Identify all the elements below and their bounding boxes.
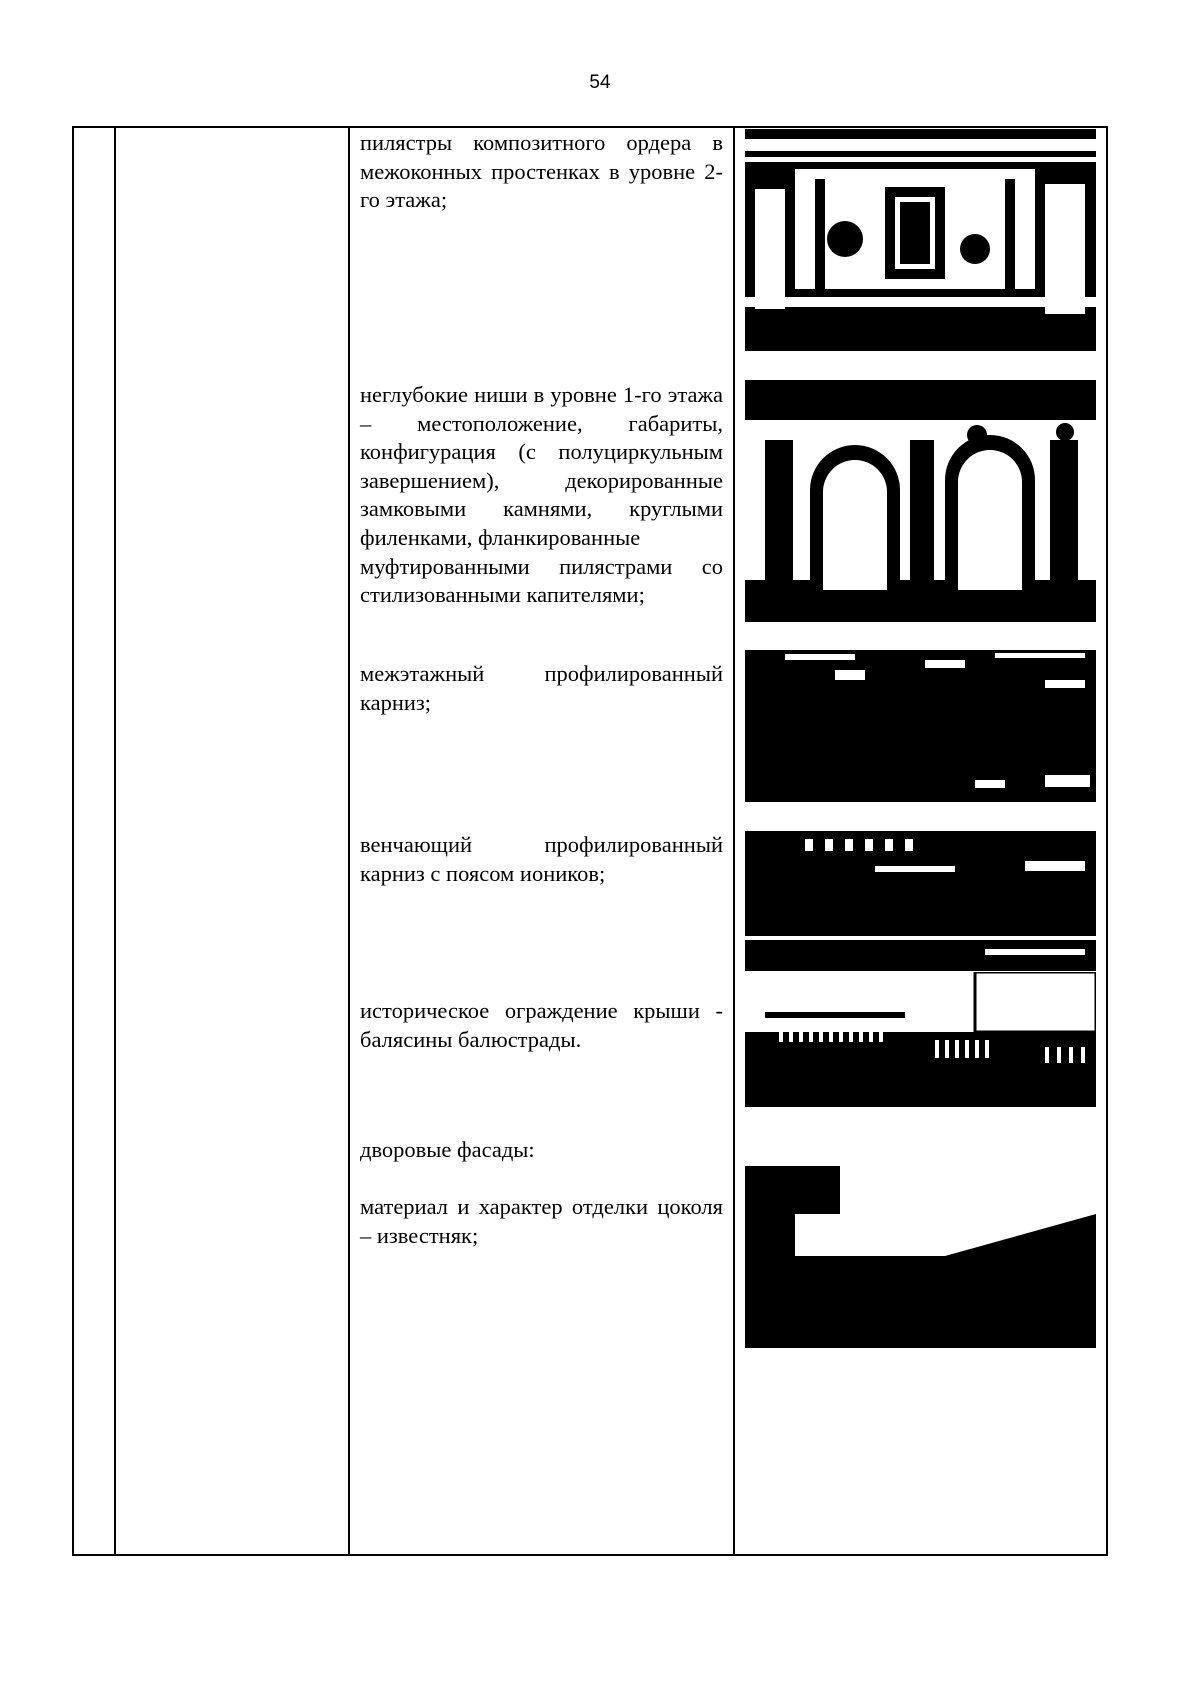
table-bottom-border — [72, 1554, 1108, 1556]
column-border-2 — [114, 126, 116, 1556]
table-top-border — [72, 126, 1108, 128]
item-text-niches: неглубокие ниши в уровне 1-го этажа – местоположение, габариты, конфигурация (с полуциркульным завершением), декорированные замковыми камнями, круглыми филенками, фланкированные муфтированными пилястрами со стилизованными капителями; — [360, 382, 723, 608]
column-border-5 — [1106, 126, 1108, 1556]
item-text-pilasters: пилястры композитного ордера в межоконных простенках в уровне 2-го этажа; — [360, 130, 723, 213]
item-text-roof-balustrade: историческое ограждение крыши - балясины балюстрады. — [360, 998, 723, 1052]
column-border-3 — [348, 126, 350, 1556]
column-border-4 — [733, 126, 735, 1556]
column-border-1 — [72, 126, 74, 1556]
item-text-plinth: материал и характер отделки цоколя – известняк; — [360, 1194, 723, 1248]
cornice-photo — [745, 650, 1096, 802]
niches-photo — [745, 380, 1096, 622]
crowning-cornice-photo — [745, 831, 1096, 971]
pilasters-photo — [745, 129, 1096, 351]
balustrade-photo — [745, 972, 1096, 1107]
item-text-crowning-cornice: венчающий профилированный карниз с поясом иоников; — [360, 832, 723, 886]
item-text-courtyard-facades: дворовые фасады: — [360, 1137, 535, 1162]
plinth-photo — [745, 1166, 1096, 1348]
page-number: 54 — [589, 72, 611, 93]
item-text-interfloor-cornice: межэтажный профилированный карниз; — [360, 661, 723, 715]
